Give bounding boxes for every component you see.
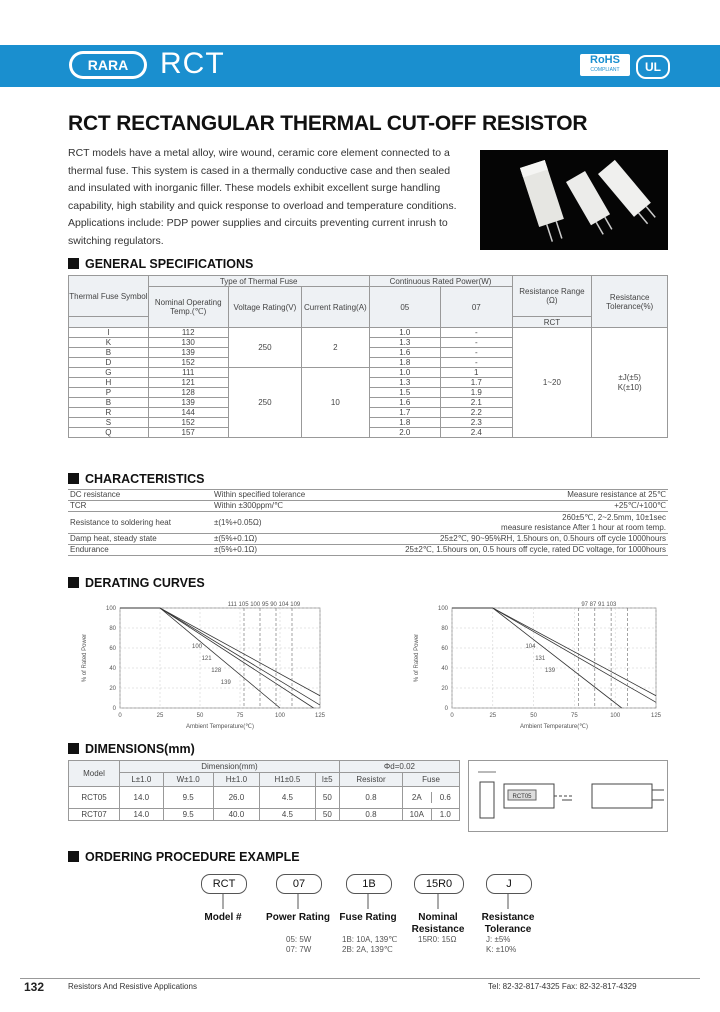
spec-cell: 250 bbox=[228, 368, 302, 438]
order-sub-power: 05: 5W 07: 7W bbox=[286, 935, 312, 954]
order-sub-resistance: 15R0: 15Ω bbox=[418, 935, 457, 944]
x-tick-label: 75 bbox=[236, 713, 244, 719]
x-tick-label: 100 bbox=[610, 713, 621, 719]
y-tick-label: 100 bbox=[437, 606, 448, 612]
x-tick-label: 75 bbox=[571, 713, 578, 719]
dim-header-phi: Φd=0.02 bbox=[339, 761, 459, 773]
spec-cell: B bbox=[69, 398, 149, 408]
spec-cell: H bbox=[69, 378, 149, 388]
series-line bbox=[120, 608, 314, 708]
top-label: 111 105 100 95 90 104 109 bbox=[227, 602, 301, 608]
section-ordering-label: ORDERING PROCEDURE EXAMPLE bbox=[85, 850, 300, 864]
spec-cell: 152 bbox=[148, 418, 228, 428]
x-tick-label: 0 bbox=[118, 713, 122, 719]
dim-cell: 14.0 bbox=[120, 787, 164, 809]
dim-cell: 4.5 bbox=[260, 787, 316, 809]
order-connectors bbox=[200, 893, 540, 913]
char-method: 260±5℃, 2~2.5mm, 10±1sec measure resistance After 1 hour at room temp. bbox=[336, 512, 668, 534]
table-row bbox=[69, 809, 460, 821]
spec-cell: 121 bbox=[148, 378, 228, 388]
y-tick-label: 80 bbox=[109, 626, 116, 632]
y-tick-label: 40 bbox=[441, 666, 448, 672]
table-row bbox=[68, 512, 668, 534]
dim-cell: 4.5 bbox=[260, 809, 316, 821]
dim-cell: 0.8 bbox=[339, 787, 402, 809]
characteristics-table bbox=[68, 489, 668, 556]
footer-contact: Tel: 82-32-817-4325 Fax: 82-32-817-4329 bbox=[488, 982, 637, 991]
page-number: 132 bbox=[24, 980, 45, 994]
section-square-icon bbox=[68, 577, 79, 588]
spec-cell: 1 bbox=[441, 368, 513, 378]
section-derating bbox=[68, 576, 205, 590]
dim-cell: 9.5 bbox=[163, 809, 213, 821]
spec-cell: 1.6 bbox=[369, 348, 441, 358]
spec-header-voltage: Voltage Rating(V) bbox=[228, 287, 302, 328]
char-method: +25℃/+100℃ bbox=[336, 501, 668, 512]
spec-cell: D bbox=[69, 358, 149, 368]
spec-cell: 1.6 bbox=[369, 398, 441, 408]
spec-cell: 1.0 bbox=[369, 328, 441, 338]
spec-cell: - bbox=[441, 338, 513, 348]
spec-header-temp: Nominal Operating Temp.(℃) bbox=[148, 287, 228, 328]
table-row bbox=[68, 501, 668, 512]
dim-cell: RCT05 bbox=[69, 787, 120, 809]
spec-cell: 152 bbox=[148, 358, 228, 368]
spec-cell: 1.7 bbox=[441, 378, 513, 388]
ul-mark: UL bbox=[636, 55, 670, 79]
logo-text: RARA bbox=[87, 57, 129, 73]
spec-header-rct: RCT bbox=[512, 317, 592, 328]
dim-col: H±1.0 bbox=[213, 773, 259, 787]
order-code-fuse: 1B bbox=[346, 874, 392, 894]
section-characteristics bbox=[68, 472, 204, 486]
intro-paragraph-1: RCT models have a metal alloy, wire wound, ceramic core element connected to a thermal fuse. This system is cased in a thermally conductive case and then sealed and insulated with inorganic filler. These models exhibit excellent surge handling capability, high stability and quick response to overload and temperature conditions. bbox=[68, 147, 457, 212]
order-code-model: RCT bbox=[201, 874, 247, 894]
dim-col: Fuse bbox=[403, 773, 460, 787]
y-tick-label: 0 bbox=[112, 706, 116, 712]
dim-cell-fuse bbox=[403, 787, 460, 809]
dim-header-model: Model bbox=[69, 761, 120, 787]
section-square-icon bbox=[68, 473, 79, 484]
general-spec-table bbox=[68, 275, 668, 438]
char-item: TCR bbox=[68, 501, 212, 512]
order-label-fuse: Fuse Rating bbox=[339, 912, 397, 923]
y-tick-label: 0 bbox=[444, 706, 448, 712]
dim-col: Resistor bbox=[339, 773, 402, 787]
rohs-text: RoHS bbox=[590, 54, 620, 66]
spec-cell: 1.8 bbox=[369, 358, 441, 368]
y-tick-label: 60 bbox=[441, 646, 448, 652]
plot-frame bbox=[452, 608, 656, 708]
spec-cell: 144 bbox=[148, 408, 228, 418]
spec-cell: 1.3 bbox=[369, 338, 441, 348]
dimensions-table bbox=[68, 760, 460, 821]
order-code-resistance: 15R0 bbox=[414, 874, 464, 894]
dim-cell: 14.0 bbox=[120, 809, 164, 821]
char-cond: ±(5%+0.1Ω) bbox=[212, 545, 336, 556]
section-square-icon bbox=[68, 851, 79, 862]
fuse-amp: 2A bbox=[411, 793, 422, 802]
spec-header-p07: 07 bbox=[441, 287, 513, 328]
section-general-spec bbox=[68, 257, 253, 271]
spec-cell: 112 bbox=[148, 328, 228, 338]
series-line bbox=[452, 608, 656, 696]
series-label: 131 bbox=[535, 656, 546, 662]
footer-title: Resistors And Resistive Applications bbox=[68, 982, 197, 991]
spec-cell: 1.7 bbox=[369, 408, 441, 418]
derating-chart-left bbox=[68, 596, 328, 732]
rohs-subtext: COMPLIANT bbox=[590, 67, 620, 73]
fuse-dia: 1.0 bbox=[431, 809, 459, 820]
dim-cell: 0.8 bbox=[339, 809, 402, 821]
spec-header-symbol-blank bbox=[69, 317, 149, 328]
spec-cell-range: 1~20 bbox=[512, 328, 592, 438]
y-tick-label: 80 bbox=[441, 626, 448, 632]
spec-header-tolerance: Resistance Tolerance(%) bbox=[592, 276, 668, 328]
company-logo bbox=[68, 49, 148, 81]
section-dimensions-label: DIMENSIONS(mm) bbox=[85, 742, 195, 756]
order-label-resistance: Nominal Resistance bbox=[411, 912, 465, 935]
series-label: 121 bbox=[201, 656, 212, 662]
y-axis-label: % of Rated Power bbox=[414, 633, 420, 683]
spec-header-symbol: Thermal Fuse Symbol bbox=[69, 276, 149, 317]
page-title: RCT RECTANGULAR THERMAL CUT-OFF RESISTOR bbox=[68, 112, 588, 135]
dim-header-dimension: Dimension(mm) bbox=[120, 761, 340, 773]
series-label: 139 bbox=[220, 680, 231, 686]
section-dimensions bbox=[68, 742, 195, 756]
x-tick-label: 25 bbox=[156, 713, 164, 719]
range-label: Resistance Range (Ω) bbox=[519, 287, 585, 305]
section-square-icon bbox=[68, 258, 79, 269]
spec-cell: S bbox=[69, 418, 149, 428]
char-cond: ±(1%+0.05Ω) bbox=[212, 512, 336, 534]
dim-cell: 9.5 bbox=[163, 787, 213, 809]
spec-cell: - bbox=[441, 358, 513, 368]
spec-cell: 139 bbox=[148, 348, 228, 358]
x-tick-label: 25 bbox=[489, 713, 497, 719]
dim-col: L±1.0 bbox=[120, 773, 164, 787]
char-method: Measure resistance at 25℃ bbox=[336, 490, 668, 501]
spec-cell: R bbox=[69, 408, 149, 418]
dimension-diagram bbox=[468, 760, 668, 832]
spec-cell: 130 bbox=[148, 338, 228, 348]
x-axis-label: Ambient Temperature(℃) bbox=[520, 724, 588, 730]
section-general-label: GENERAL SPECIFICATIONS bbox=[85, 257, 254, 271]
dim-cell: 26.0 bbox=[213, 787, 259, 809]
spec-cell: 1.9 bbox=[441, 388, 513, 398]
spec-cell: 1.0 bbox=[369, 368, 441, 378]
spec-cell: - bbox=[441, 328, 513, 338]
char-cond: Within specified tolerance bbox=[212, 490, 336, 501]
series-label: 104 bbox=[525, 644, 536, 650]
spec-cell: 128 bbox=[148, 388, 228, 398]
x-tick-label: 100 bbox=[274, 713, 286, 719]
char-item: DC resistance bbox=[68, 490, 212, 501]
y-tick-label: 100 bbox=[105, 606, 116, 612]
fuse-amp: 10A bbox=[409, 810, 424, 819]
dim-col: H1±0.5 bbox=[260, 773, 316, 787]
order-label-power: Power Rating bbox=[266, 912, 330, 923]
series-title: RCT bbox=[160, 47, 225, 80]
spec-header-range bbox=[512, 276, 592, 317]
dim-col: l±5 bbox=[315, 773, 339, 787]
y-tick-label: 40 bbox=[109, 666, 116, 672]
spec-cell: I bbox=[69, 328, 149, 338]
spec-cell: 2.2 bbox=[441, 408, 513, 418]
y-tick-label: 60 bbox=[109, 646, 116, 652]
spec-cell: 2.3 bbox=[441, 418, 513, 428]
y-axis-label: % of Rated Power bbox=[82, 633, 88, 683]
spec-cell: K bbox=[69, 338, 149, 348]
spec-cell: 2.1 bbox=[441, 398, 513, 408]
spec-cell: G bbox=[69, 368, 149, 378]
char-item: Resistance to soldering heat bbox=[68, 512, 212, 534]
spec-header-power: Continuous Rated Power(W) bbox=[369, 276, 512, 287]
dim-cell: RCT07 bbox=[69, 809, 120, 821]
spec-cell: B bbox=[69, 348, 149, 358]
section-square-icon bbox=[68, 743, 79, 754]
spec-cell: 1.5 bbox=[369, 388, 441, 398]
footer-divider bbox=[20, 978, 700, 979]
order-code-power: 07 bbox=[276, 874, 322, 894]
spec-cell: 10 bbox=[302, 368, 369, 438]
order-label-tolerance: Resistance Tolerance bbox=[481, 912, 535, 935]
table-row bbox=[68, 534, 668, 545]
intro-text bbox=[68, 145, 470, 250]
section-characteristics-label: CHARACTERISTICS bbox=[85, 472, 205, 486]
dim-cell: 40.0 bbox=[213, 809, 259, 821]
series-label: 128 bbox=[211, 668, 222, 674]
spec-header-current: Current Rating(A) bbox=[302, 287, 369, 328]
x-axis-label: Ambient Temperature(℃) bbox=[186, 724, 254, 730]
spec-cell: 111 bbox=[148, 368, 228, 378]
spec-cell: - bbox=[441, 348, 513, 358]
x-tick-label: 50 bbox=[196, 713, 204, 719]
spec-cell: 1.8 bbox=[369, 418, 441, 428]
char-item: Damp heat, steady state bbox=[68, 534, 212, 545]
spec-header-p05: 05 bbox=[369, 287, 441, 328]
spec-cell: 1.3 bbox=[369, 378, 441, 388]
char-cond: ±(5%+0.1Ω) bbox=[212, 534, 336, 545]
spec-cell: 2 bbox=[302, 328, 369, 368]
order-label-model: Model # bbox=[204, 912, 242, 923]
spec-cell-tolerance: ±J(±5) K(±10) bbox=[592, 328, 668, 438]
y-tick-label: 20 bbox=[109, 686, 116, 692]
table-row bbox=[68, 545, 668, 556]
spec-cell: P bbox=[69, 388, 149, 398]
series-label: 139 bbox=[545, 668, 556, 674]
spec-cell: Q bbox=[69, 428, 149, 438]
order-sub-fuse: 1B: 10A, 139℃ 2B: 2A, 139℃ bbox=[342, 935, 398, 954]
series-line bbox=[120, 608, 320, 705]
char-item: Endurance bbox=[68, 545, 212, 556]
char-method: 25±2℃, 90~95%RH, 1.5hours on, 0.5hours off cycle 1000hours bbox=[336, 534, 668, 545]
spec-cell: 139 bbox=[148, 398, 228, 408]
top-label: 97 87 91 103 bbox=[581, 602, 617, 608]
order-sub-tolerance: J: ±5% K: ±10% bbox=[486, 935, 517, 954]
spec-cell: 2.0 bbox=[369, 428, 441, 438]
x-tick-label: 125 bbox=[650, 713, 662, 719]
spec-header-type: Type of Thermal Fuse bbox=[148, 276, 369, 287]
table-row bbox=[68, 490, 668, 501]
section-ordering bbox=[68, 850, 300, 864]
table-row bbox=[69, 787, 460, 809]
dim-cell: 50 bbox=[315, 787, 339, 809]
x-tick-label: 50 bbox=[530, 713, 537, 719]
dim-cell-fuse bbox=[403, 809, 460, 821]
char-cond: Within ±300ppm/℃ bbox=[212, 501, 336, 512]
series-label: 100 bbox=[192, 644, 203, 650]
dim-col: W±1.0 bbox=[163, 773, 213, 787]
char-method: 25±2℃, 1.5hours on, 0.5 hours off cycle, rated DC voltage, for 1000hours bbox=[336, 545, 668, 556]
spec-cell: 2.4 bbox=[441, 428, 513, 438]
dim-cell: 50 bbox=[315, 809, 339, 821]
table-row bbox=[69, 328, 668, 338]
spec-cell: 157 bbox=[148, 428, 228, 438]
derating-chart-right bbox=[400, 596, 668, 732]
fuse-dia: 0.6 bbox=[431, 792, 459, 803]
intro-paragraph-2: Applications include: PDP power supplies and circuits preventing current inrush to switching regulators. bbox=[68, 217, 448, 247]
spec-cell: 250 bbox=[228, 328, 302, 368]
product-photo bbox=[480, 150, 668, 250]
x-tick-label: 125 bbox=[314, 713, 326, 719]
section-derating-label: DERATING CURVES bbox=[85, 576, 205, 590]
x-tick-label: 0 bbox=[450, 713, 454, 719]
y-tick-label: 20 bbox=[441, 686, 448, 692]
order-code-tolerance: J bbox=[486, 874, 532, 894]
rohs-badge bbox=[580, 54, 630, 76]
diagram-label: RCT05 bbox=[512, 794, 532, 800]
